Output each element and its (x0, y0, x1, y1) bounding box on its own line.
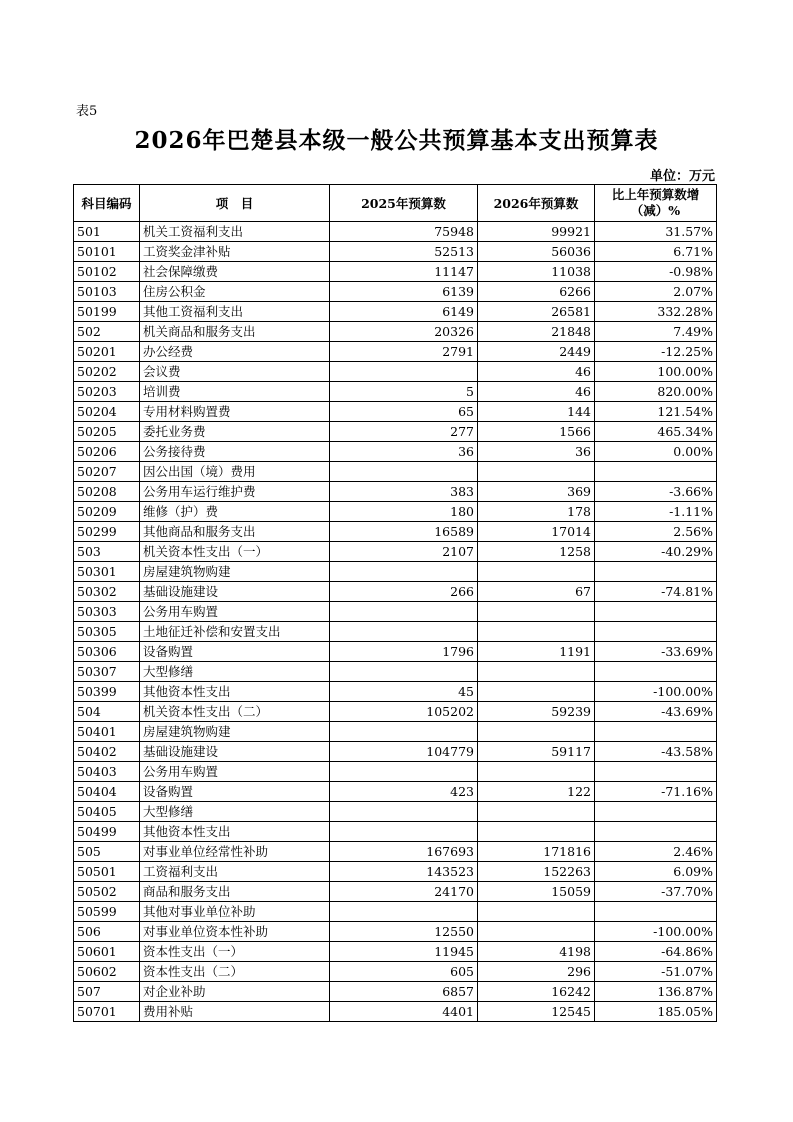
cell-change-pct (595, 622, 717, 642)
table-row (74, 842, 717, 862)
table-row (74, 522, 717, 542)
cell-change-pct (595, 902, 717, 922)
table-row (74, 322, 717, 342)
cell-2025-budget: 52513 (330, 242, 478, 262)
cell-2025-budget: 75948 (330, 222, 478, 242)
cell-code: 50502 (74, 882, 140, 902)
cell-code: 503 (74, 542, 140, 562)
cell-code: 505 (74, 842, 140, 862)
cell-2025-budget (330, 362, 478, 382)
table-row (74, 462, 717, 482)
cell-item: 其他商品和服务支出 (140, 522, 330, 542)
cell-2025-budget: 36 (330, 442, 478, 462)
cell-code: 501 (74, 222, 140, 242)
cell-item: 专用材料购置费 (140, 402, 330, 422)
cell-change-pct: 2.46% (595, 842, 717, 862)
header-2025-budget: 2025年预算数 (330, 185, 478, 222)
cell-2026-budget: 11038 (478, 262, 595, 282)
cell-2025-budget: 180 (330, 502, 478, 522)
cell-code: 507 (74, 982, 140, 1002)
cell-change-pct: 100.00% (595, 362, 717, 382)
cell-item: 维修（护）费 (140, 502, 330, 522)
cell-change-pct: -33.69% (595, 642, 717, 662)
cell-item: 机关资本性支出（一） (140, 542, 330, 562)
table-row (74, 662, 717, 682)
header-2026-budget: 2026年预算数 (478, 185, 595, 222)
cell-item: 土地征迁补偿和安置支出 (140, 622, 330, 642)
cell-code: 50499 (74, 822, 140, 842)
cell-2025-budget: 20326 (330, 322, 478, 342)
cell-code: 50202 (74, 362, 140, 382)
cell-2026-budget: 122 (478, 782, 595, 802)
header-code: 科目编码 (74, 185, 140, 222)
cell-change-pct: -0.98% (595, 262, 717, 282)
cell-2026-budget: 12545 (478, 1002, 595, 1022)
cell-code: 50208 (74, 482, 140, 502)
cell-2026-budget (478, 762, 595, 782)
cell-code: 50103 (74, 282, 140, 302)
cell-code: 50206 (74, 442, 140, 462)
cell-change-pct: -37.70% (595, 882, 717, 902)
table-row (74, 802, 717, 822)
cell-code: 50201 (74, 342, 140, 362)
cell-item: 设备购置 (140, 642, 330, 662)
cell-item: 因公出国（境）费用 (140, 462, 330, 482)
cell-item: 公务接待费 (140, 442, 330, 462)
table-row (74, 562, 717, 582)
cell-change-pct: -71.16% (595, 782, 717, 802)
cell-change-pct (595, 662, 717, 682)
cell-code: 50501 (74, 862, 140, 882)
cell-item: 办公经费 (140, 342, 330, 362)
table-row (74, 1002, 717, 1022)
table-row (74, 282, 717, 302)
cell-code: 50602 (74, 962, 140, 982)
cell-2026-budget: 36 (478, 442, 595, 462)
cell-2026-budget: 369 (478, 482, 595, 502)
cell-2025-budget (330, 602, 478, 622)
cell-item: 会议费 (140, 362, 330, 382)
cell-change-pct: -43.69% (595, 702, 717, 722)
cell-code: 50299 (74, 522, 140, 542)
cell-code: 50102 (74, 262, 140, 282)
cell-code: 50402 (74, 742, 140, 762)
cell-2026-budget: 6266 (478, 282, 595, 302)
cell-item: 资本性支出（二） (140, 962, 330, 982)
cell-code: 50404 (74, 782, 140, 802)
table-row (74, 742, 717, 762)
cell-2026-budget: 21848 (478, 322, 595, 342)
cell-2025-budget: 167693 (330, 842, 478, 862)
cell-item: 机关商品和服务支出 (140, 322, 330, 342)
cell-2025-budget (330, 622, 478, 642)
cell-item: 商品和服务支出 (140, 882, 330, 902)
cell-code: 50209 (74, 502, 140, 522)
cell-code: 50405 (74, 802, 140, 822)
cell-2025-budget: 2791 (330, 342, 478, 362)
cell-2026-budget (478, 902, 595, 922)
cell-2026-budget: 56036 (478, 242, 595, 262)
cell-2025-budget (330, 902, 478, 922)
cell-2026-budget (478, 682, 595, 702)
header-item: 项 目 (140, 185, 330, 222)
cell-code: 50701 (74, 1002, 140, 1022)
cell-2026-budget (478, 662, 595, 682)
cell-2026-budget (478, 462, 595, 482)
cell-item: 其他资本性支出 (140, 682, 330, 702)
cell-2025-budget: 45 (330, 682, 478, 702)
cell-item: 机关资本性支出（二） (140, 702, 330, 722)
cell-change-pct (595, 762, 717, 782)
cell-2026-budget: 59117 (478, 742, 595, 762)
cell-2026-budget (478, 562, 595, 582)
cell-code: 50399 (74, 682, 140, 702)
cell-code: 50203 (74, 382, 140, 402)
cell-change-pct (595, 602, 717, 622)
cell-item: 对事业单位经常性补助 (140, 842, 330, 862)
cell-2025-budget: 143523 (330, 862, 478, 882)
cell-2026-budget: 2449 (478, 342, 595, 362)
header-row (74, 185, 717, 222)
table-row (74, 502, 717, 522)
cell-item: 房屋建筑物购建 (140, 722, 330, 742)
cell-item: 公务用车购置 (140, 762, 330, 782)
cell-2026-budget: 178 (478, 502, 595, 522)
cell-2025-budget: 4401 (330, 1002, 478, 1022)
cell-change-pct: 136.87% (595, 982, 717, 1002)
table-row (74, 682, 717, 702)
cell-change-pct: -51.07% (595, 962, 717, 982)
cell-2026-budget: 46 (478, 382, 595, 402)
cell-2026-budget: 26581 (478, 302, 595, 322)
unit-label: 单位：万元 (649, 169, 715, 184)
table-row (74, 982, 717, 1002)
cell-change-pct: 31.57% (595, 222, 717, 242)
cell-2026-budget: 4198 (478, 942, 595, 962)
cell-2025-budget: 383 (330, 482, 478, 502)
cell-change-pct: 332.28% (595, 302, 717, 322)
cell-code: 50306 (74, 642, 140, 662)
cell-change-pct: -74.81% (595, 582, 717, 602)
cell-2026-budget: 15059 (478, 882, 595, 902)
cell-code: 50401 (74, 722, 140, 742)
cell-change-pct: -100.00% (595, 922, 717, 942)
cell-2025-budget (330, 802, 478, 822)
cell-change-pct: 0.00% (595, 442, 717, 462)
cell-2026-budget: 67 (478, 582, 595, 602)
cell-change-pct: -100.00% (595, 682, 717, 702)
header-change-pct: 比上年预算数增（减）% (595, 185, 717, 222)
cell-item: 其他对事业单位补助 (140, 902, 330, 922)
cell-item: 委托业务费 (140, 422, 330, 442)
table-row (74, 902, 717, 922)
table-row (74, 222, 717, 242)
cell-2026-budget: 171816 (478, 842, 595, 862)
table-row (74, 882, 717, 902)
table-row (74, 302, 717, 322)
cell-code: 50307 (74, 662, 140, 682)
cell-item: 资本性支出（一） (140, 942, 330, 962)
cell-change-pct (595, 462, 717, 482)
cell-2025-budget: 5 (330, 382, 478, 402)
cell-code: 50205 (74, 422, 140, 442)
table-row (74, 402, 717, 422)
cell-item: 基础设施建设 (140, 742, 330, 762)
cell-code: 50599 (74, 902, 140, 922)
cell-change-pct: -12.25% (595, 342, 717, 362)
cell-2025-budget: 12550 (330, 922, 478, 942)
table-header (74, 185, 717, 222)
cell-2025-budget: 65 (330, 402, 478, 422)
cell-code: 50403 (74, 762, 140, 782)
cell-2026-budget (478, 802, 595, 822)
cell-change-pct: 121.54% (595, 402, 717, 422)
cell-2025-budget: 24170 (330, 882, 478, 902)
cell-2026-budget (478, 922, 595, 942)
cell-code: 506 (74, 922, 140, 942)
cell-2026-budget: 16242 (478, 982, 595, 1002)
cell-2026-budget: 1191 (478, 642, 595, 662)
cell-item: 对企业补助 (140, 982, 330, 1002)
table-row (74, 822, 717, 842)
table-row (74, 762, 717, 782)
cell-code: 50204 (74, 402, 140, 422)
cell-2026-budget (478, 602, 595, 622)
cell-2026-budget: 46 (478, 362, 595, 382)
cell-2026-budget: 296 (478, 962, 595, 982)
table-row (74, 702, 717, 722)
table-row (74, 622, 717, 642)
cell-2025-budget (330, 662, 478, 682)
budget-table (73, 184, 717, 1022)
table-row (74, 542, 717, 562)
cell-2026-budget: 1566 (478, 422, 595, 442)
cell-code: 50305 (74, 622, 140, 642)
cell-item: 工资奖金津补贴 (140, 242, 330, 262)
table-body (74, 222, 717, 1022)
cell-2025-budget: 16589 (330, 522, 478, 542)
cell-item: 费用补贴 (140, 1002, 330, 1022)
cell-change-pct: -1.11% (595, 502, 717, 522)
cell-code: 50301 (74, 562, 140, 582)
cell-change-pct: 7.49% (595, 322, 717, 342)
cell-item: 大型修缮 (140, 662, 330, 682)
table-row (74, 442, 717, 462)
cell-change-pct (595, 822, 717, 842)
table-row (74, 242, 717, 262)
cell-code: 502 (74, 322, 140, 342)
cell-code: 50199 (74, 302, 140, 322)
cell-code: 50302 (74, 582, 140, 602)
cell-2026-budget (478, 822, 595, 842)
cell-code: 50601 (74, 942, 140, 962)
table-row (74, 642, 717, 662)
cell-code: 50101 (74, 242, 140, 262)
cell-item: 机关工资福利支出 (140, 222, 330, 242)
cell-change-pct (595, 722, 717, 742)
cell-2025-budget: 105202 (330, 702, 478, 722)
cell-change-pct: 6.09% (595, 862, 717, 882)
cell-2025-budget (330, 822, 478, 842)
cell-change-pct: -3.66% (595, 482, 717, 502)
cell-2025-budget: 277 (330, 422, 478, 442)
cell-2025-budget (330, 722, 478, 742)
table-row (74, 922, 717, 942)
cell-2025-budget: 6857 (330, 982, 478, 1002)
table-row (74, 262, 717, 282)
table-row (74, 782, 717, 802)
cell-2026-budget (478, 722, 595, 742)
cell-2025-budget: 11945 (330, 942, 478, 962)
cell-2025-budget: 266 (330, 582, 478, 602)
cell-change-pct: 820.00% (595, 382, 717, 402)
cell-item: 其他资本性支出 (140, 822, 330, 842)
cell-2026-budget: 152263 (478, 862, 595, 882)
cell-item: 其他工资福利支出 (140, 302, 330, 322)
cell-item: 公务用车运行维护费 (140, 482, 330, 502)
cell-2025-budget: 1796 (330, 642, 478, 662)
table-number-label: 表5 (76, 104, 98, 119)
cell-item: 房屋建筑物购建 (140, 562, 330, 582)
cell-change-pct: 2.07% (595, 282, 717, 302)
table-row (74, 482, 717, 502)
cell-2026-budget (478, 622, 595, 642)
table-row (74, 722, 717, 742)
cell-2025-budget: 6139 (330, 282, 478, 302)
cell-change-pct: -43.58% (595, 742, 717, 762)
table-row (74, 582, 717, 602)
cell-item: 大型修缮 (140, 802, 330, 822)
cell-item: 培训费 (140, 382, 330, 402)
cell-2025-budget: 104779 (330, 742, 478, 762)
table-row (74, 422, 717, 442)
cell-2026-budget: 17014 (478, 522, 595, 542)
cell-item: 工资福利支出 (140, 862, 330, 882)
cell-change-pct (595, 802, 717, 822)
cell-2025-budget: 6149 (330, 302, 478, 322)
cell-change-pct: -40.29% (595, 542, 717, 562)
cell-item: 社会保障缴费 (140, 262, 330, 282)
cell-change-pct: -64.86% (595, 942, 717, 962)
cell-item: 基础设施建设 (140, 582, 330, 602)
table-row (74, 862, 717, 882)
cell-change-pct: 185.05% (595, 1002, 717, 1022)
table-row (74, 942, 717, 962)
cell-item: 设备购置 (140, 782, 330, 802)
table-row (74, 342, 717, 362)
cell-2025-budget (330, 762, 478, 782)
cell-2026-budget: 59239 (478, 702, 595, 722)
cell-code: 50207 (74, 462, 140, 482)
cell-2025-budget (330, 562, 478, 582)
page-title: 2026年巴楚县本级一般公共预算基本支出预算表 (134, 127, 659, 154)
cell-2025-budget: 2107 (330, 542, 478, 562)
cell-2025-budget: 423 (330, 782, 478, 802)
cell-2026-budget: 1258 (478, 542, 595, 562)
cell-change-pct: 6.71% (595, 242, 717, 262)
cell-change-pct: 465.34% (595, 422, 717, 442)
table-row (74, 362, 717, 382)
cell-2025-budget: 11147 (330, 262, 478, 282)
cell-2025-budget (330, 462, 478, 482)
cell-2026-budget: 144 (478, 402, 595, 422)
cell-item: 公务用车购置 (140, 602, 330, 622)
table-row (74, 602, 717, 622)
cell-change-pct: 2.56% (595, 522, 717, 542)
cell-item: 住房公积金 (140, 282, 330, 302)
table-row (74, 382, 717, 402)
table-row (74, 962, 717, 982)
cell-code: 50303 (74, 602, 140, 622)
cell-change-pct (595, 562, 717, 582)
cell-2026-budget: 99921 (478, 222, 595, 242)
cell-code: 504 (74, 702, 140, 722)
cell-2025-budget: 605 (330, 962, 478, 982)
cell-item: 对事业单位资本性补助 (140, 922, 330, 942)
